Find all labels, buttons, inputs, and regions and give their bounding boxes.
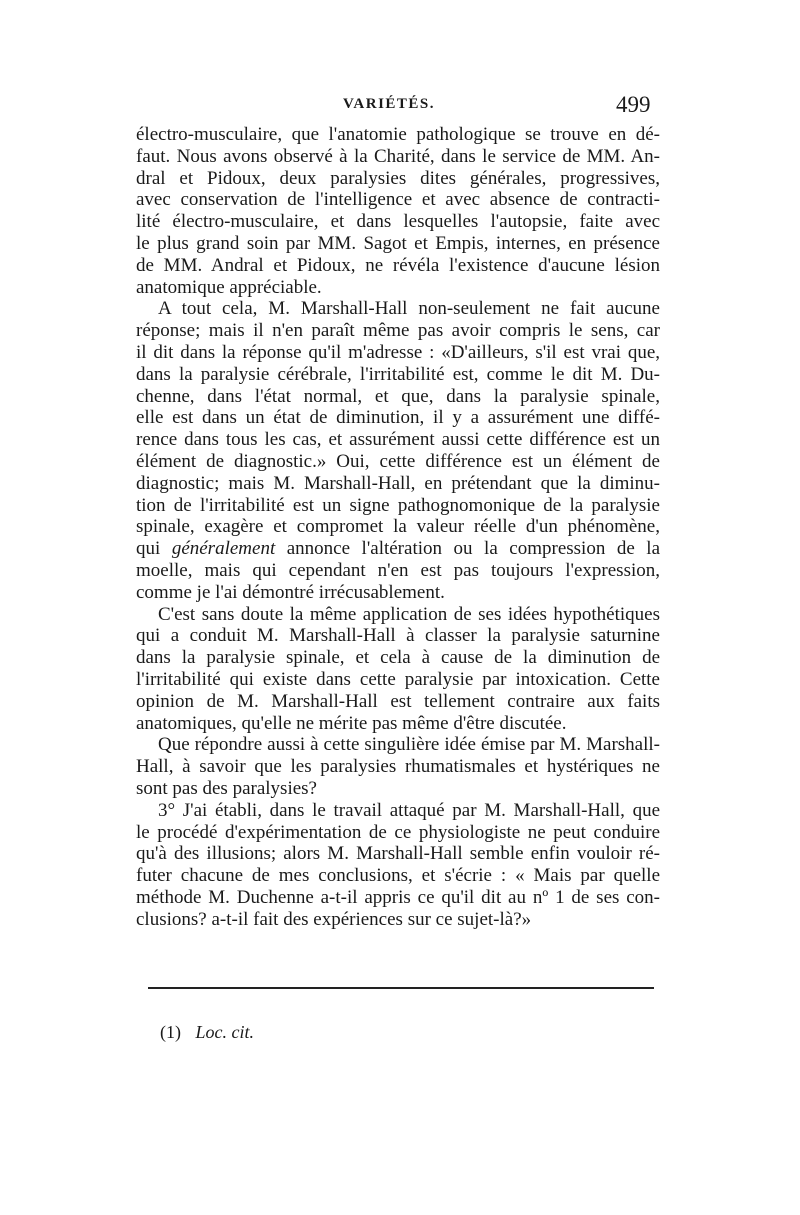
text-line: qui a conduit M. Marshall-Hall à classer la paralysie saturnine: [136, 625, 660, 647]
text-line: opinion de M. Marshall-Hall est tellement contraire aux faits: [136, 690, 660, 712]
emphasized-word: généralement: [171, 538, 276, 560]
text-line: Que répondre aussi à cette singulière idée émise par M. Marshall-: [158, 734, 660, 756]
text-line: qu'à des illusions; alors M. Marshall-Hall semble enfin vouloir ré-: [136, 843, 660, 865]
text-line: de MM. Andral et Pidoux, ne révéla l'existence d'aucune lésion: [136, 254, 660, 276]
text-line: A tout cela, M. Marshall-Hall non-seulement ne fait aucune: [158, 298, 660, 320]
body-text: [136, 124, 660, 930]
text-line: C'est sans doute la même application de ses idées hypothétiques: [158, 603, 660, 625]
page-number: 499: [616, 92, 651, 117]
text-line: méthode M. Duchenne a-t-il appris ce qu'il dit au nº 1 de ses con-: [136, 886, 660, 908]
text-line: l'irritabilité qui existe dans cette paralysie par intoxication. Cette: [136, 668, 660, 690]
text-line: 3° J'ai établi, dans le travail attaqué par M. Marshall-Hall, que: [158, 799, 660, 821]
text-line: clusions? a-t-il fait des expériences sur ce sujet-là?»: [136, 908, 532, 930]
text-line: élément de diagnostic.» Oui, cette différence est un élément de: [136, 450, 660, 472]
text-line: le plus grand soin par MM. Sagot et Empis, internes, en présence: [136, 232, 660, 254]
text-line: Hall, à savoir que les paralysies rhumatismales et hystériques ne: [136, 756, 660, 778]
text-line: le procédé d'expérimentation de ce physiologiste ne peut conduire: [136, 821, 660, 843]
text-line: dans la paralysie spinale, et cela à cause de la diminution de: [136, 647, 660, 669]
footnote-mark: (1): [160, 1022, 181, 1042]
text-line: dral et Pidoux, deux paralysies dites générales, progressives,: [136, 167, 660, 189]
text-line: moelle, mais qui cependant n'en est pas toujours l'expression,: [136, 559, 660, 581]
text-line: lité électro-musculaire, et dans lesquelles l'autopsie, faite avec: [136, 211, 660, 233]
text-line: il dit dans la réponse qu'il m'adresse : «D'ailleurs, s'il est vrai que,: [136, 341, 660, 363]
text-line: rence dans tous les cas, et assurément aussi cette différence est un: [136, 429, 660, 451]
text-line: réponse; mais il n'en paraît même pas avoir compris le sens, car: [136, 320, 660, 342]
text-line: elle est dans un état de diminution, il y a assurément une diffé-: [136, 407, 660, 429]
text-line: chenne, dans l'état normal, et que, dans la paralysie spinale,: [136, 385, 660, 407]
text-line: tion de l'irritabilité est un signe pathognomonique de la paralysie: [136, 494, 660, 516]
text-line: électro-musculaire, que l'anatomie pathologique se trouve en dé-: [136, 124, 660, 145]
footnote: [160, 1022, 254, 1043]
text-line: qui généralement annonce l'altération ou la compression de la: [136, 538, 661, 560]
footnote-text: Loc. cit.: [195, 1022, 254, 1042]
text-line: dans la paralysie cérébrale, l'irritabilité est, comme le dit M. Du-: [136, 363, 660, 385]
text-line: diagnostic; mais M. Marshall-Hall, en prétendant que la diminu-: [136, 472, 660, 494]
text-line: faut. Nous avons observé à la Charité, dans le service de MM. An-: [136, 145, 660, 167]
running-head: VARIÉTÉS.: [343, 96, 436, 112]
text-line: sont pas des paralysies?: [136, 777, 317, 799]
text-line: spinale, exagère et compromet la valeur réelle d'un phénomène,: [136, 516, 660, 538]
text-line: comme je l'ai démontré irrécusablement.: [136, 581, 445, 603]
footnote-rule: [148, 987, 654, 989]
text-line: anatomiques, qu'elle ne mérite pas même d'être discutée.: [136, 712, 567, 734]
text-line: futer chacune de mes conclusions, et s'écrie : « Mais par quelle: [136, 865, 660, 887]
text-line: avec conservation de l'intelligence et avec absence de contracti-: [136, 189, 660, 211]
text-line: anatomique appréciable.: [136, 276, 322, 298]
